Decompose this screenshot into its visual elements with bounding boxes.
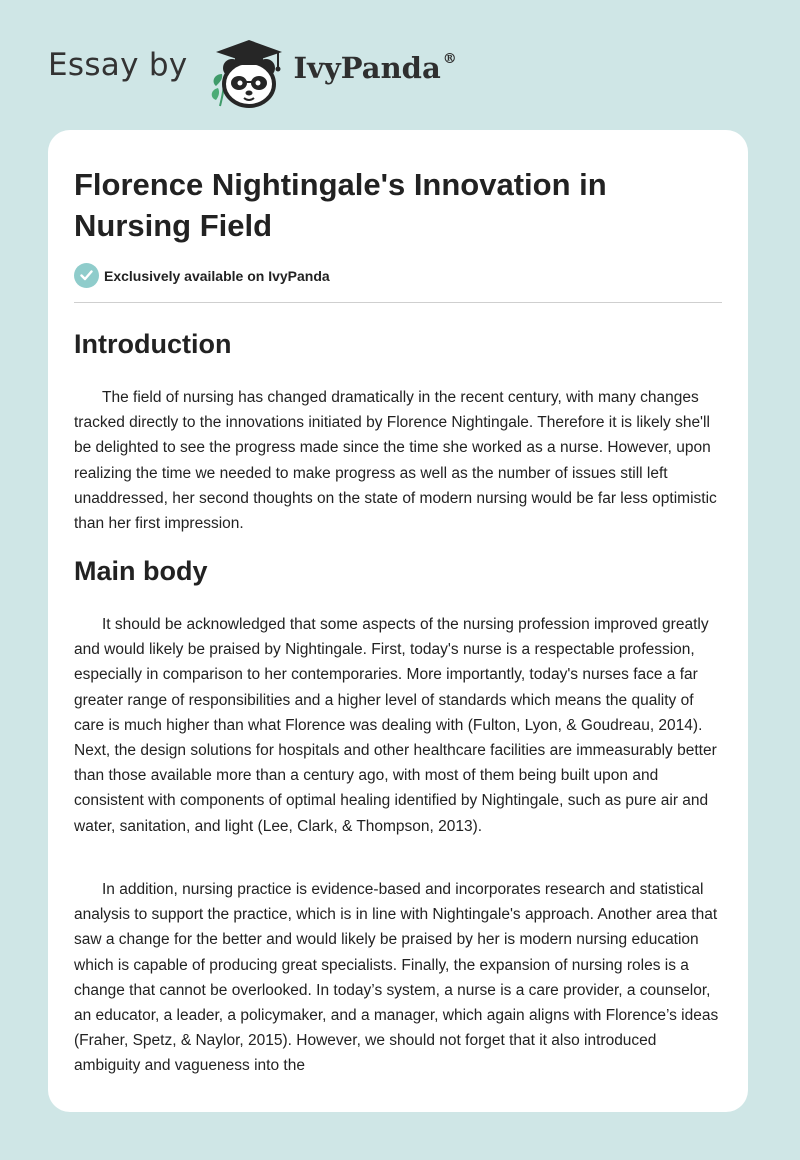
brand-label: IvyPanda — [293, 51, 441, 85]
essay-card — [48, 130, 748, 1112]
brand-name[interactable] — [294, 51, 457, 85]
paragraph-main-body-1: It should be acknowledged that some aspects of the nursing profession improved greatly and would likely be praised by Nightingale. First, today's nurse is a respectable profession, especially in comparison to her contemporaries. More importantly, today's nurses face a far greater range of responsibilities and a higher level of standards which means the quality of care is much higher than what Florence was dealing with (Fulton, Lyon, & Goudreau, 2014). Next, the design solutions for hospitals and other healthcare facilities are immeasurably better than those available more than a century ago, with most of them being built upon and consistent with components of optimal healing identified by Nightingale, such as pure air and water, sanitation, and light (Lee, Clark, & Thompson, 2013). — [74, 616, 717, 835]
checkmark-icon — [74, 263, 99, 288]
divider — [74, 302, 722, 303]
essay-title: Florence Nightingale's Innovation in Nursing Field — [74, 167, 607, 243]
paragraph-main-body-2: In addition, nursing practice is evidence-based and incorporates research and statistical analysis to support the practice, which is in line with Nightingale's approach. Another area that saw a change for the better and would likely be praised by her is modern nursing education which is capable of producing great specialists. Finally, the expansion of nursing roles is a change that cannot be overlooked. In today’s system, a nurse is a care provider, a counselor, an educator, a leader, a policymaker, and a manager, which again aligns with Florence’s ideas (Fraher, Spetz, & Naylor, 2015). However, we should not forget that it also introduced ambiguity and vagueness into the — [74, 881, 719, 1075]
section-heading-main-body: Main body — [74, 556, 208, 586]
trademark-symbol: ® — [442, 51, 457, 67]
paragraph-introduction: The field of nursing has changed dramatically in the recent century, with many changes tracked directly to the innovations initiated by Florence Nightingale. Therefore it is likely she'll be delighted to see the progress made since the time she worked as a nurse. However, upon realizing the time we needed to make progress as well as the number of issues still left unaddressed, her second thoughts on the state of modern nursing would be far less optimistic than her first impression. — [74, 389, 717, 533]
essay-by-label: Essay by — [48, 47, 188, 83]
panda-logo-icon[interactable] — [202, 30, 292, 110]
exclusive-badge — [74, 263, 330, 288]
section-heading-introduction: Introduction — [74, 329, 232, 359]
exclusive-badge-label: Exclusively available on IvyPanda — [104, 267, 330, 284]
site-header — [48, 30, 457, 110]
